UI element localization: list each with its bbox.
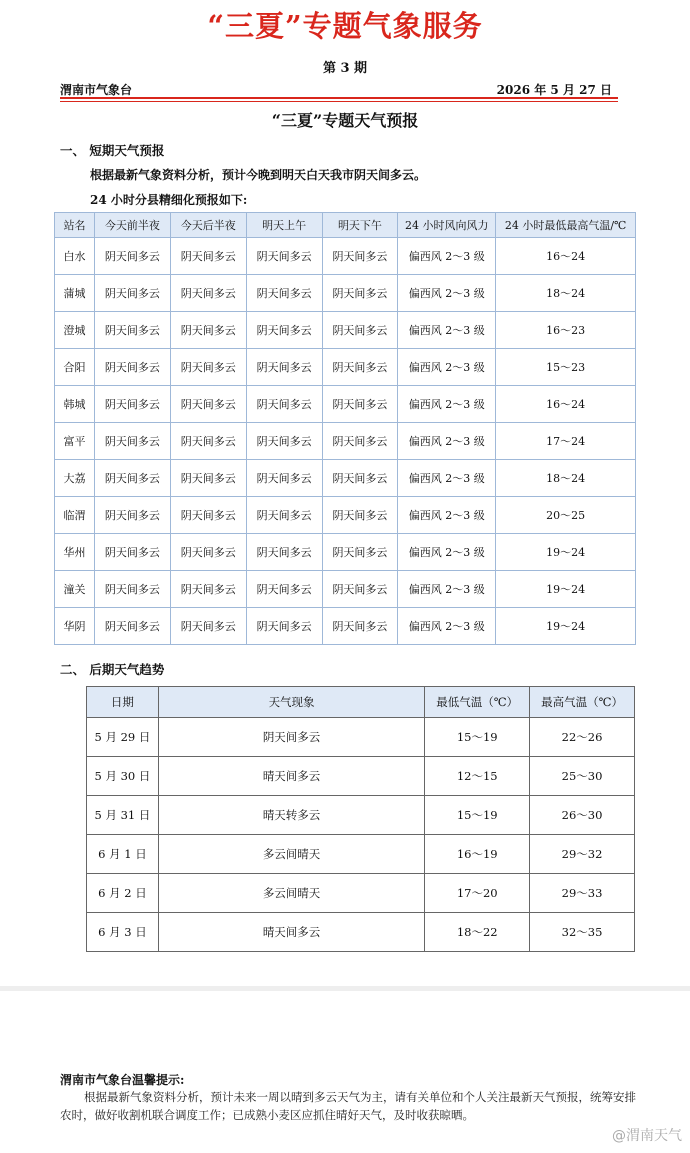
table-cell: 阴天间多云 [246,349,322,386]
table-cell: 阴天间多云 [322,460,398,497]
trend-table-header [87,687,635,718]
tips-text: 根据最新气象资料分析，预计未来一周以晴到多云天气为主，请有关单位和个人关注最新天气预报，统筹安排农时，做好收割机联合调度工作；已成熟小麦区应抓住晴好天气，及时收获晾晒。 [60,1090,636,1122]
column-header: 明天上午 [246,213,322,238]
table-cell: 阴天间多云 [170,386,246,423]
table-cell: 阴天间多云 [322,608,398,645]
section1-heading: 一、 短期天气预报 [60,143,165,158]
table-cell: 阴天间多云 [170,534,246,571]
issue-number: 第 3 期 [322,61,368,76]
document-title: “三夏”专题气象服务 [207,9,483,43]
table-cell: 偏西风 2～3 级 [398,571,496,608]
column-header: 今天前半夜 [94,213,170,238]
section2-heading: 二、 后期天气趋势 [60,662,165,677]
table-cell: 阴天间多云 [246,608,322,645]
table-row [55,423,636,460]
table-cell: 16～19 [425,835,530,874]
column-header: 24 小时风向风力 [398,213,496,238]
table-cell: 阴天间多云 [322,275,398,312]
table-row [55,312,636,349]
table-cell: 华州 [55,534,95,571]
issue-date: 2026 年 5 月 27 日 [496,83,612,97]
column-header: 24 小时最低最高气温/℃ [496,213,636,238]
table-cell: 阴天间多云 [170,238,246,275]
column-header: 天气现象 [158,687,424,718]
table-cell: 22～26 [530,718,635,757]
table-cell: 阴天间多云 [94,497,170,534]
table-cell: 26～30 [530,796,635,835]
table-cell: 华阴 [55,608,95,645]
table-cell: 白水 [55,238,95,275]
table-cell: 阴天间多云 [94,275,170,312]
table-cell: 16～24 [496,238,636,275]
table-cell: 阴天间多云 [322,571,398,608]
table-cell: 阴天间多云 [322,534,398,571]
table-cell: 阴天间多云 [322,238,398,275]
table-cell: 偏西风 2～3 级 [398,460,496,497]
table-row [87,718,635,757]
table-row [55,571,636,608]
section1-summary: 根据最新气象资料分析，预计今晚到明天白天我市阴天间多云。 [90,168,427,182]
table-cell: 晴天间多云 [158,757,424,796]
county-forecast-table [54,212,636,645]
table-cell: 澄城 [55,312,95,349]
table-cell: 6 月 2 日 [87,874,159,913]
table-cell: 29～32 [530,835,635,874]
table-cell: 偏西风 2～3 级 [398,497,496,534]
table-row [87,913,635,952]
table-cell: 潼关 [55,571,95,608]
table-row [55,386,636,423]
table-cell: 6 月 1 日 [87,835,159,874]
table-row [55,238,636,275]
table-cell: 19～24 [496,571,636,608]
table-cell: 阴天间多云 [170,312,246,349]
table-cell: 阴天间多云 [94,534,170,571]
table-cell: 阴天间多云 [170,275,246,312]
table-cell: 阴天间多云 [322,423,398,460]
table-cell: 5 月 30 日 [87,757,159,796]
table-cell: 阴天间多云 [94,608,170,645]
table-cell: 偏西风 2～3 级 [398,312,496,349]
table-cell: 临渭 [55,497,95,534]
table-cell: 阴天间多云 [170,608,246,645]
table-cell: 20～25 [496,497,636,534]
table-cell: 18～24 [496,460,636,497]
column-header: 明天下午 [322,213,398,238]
table-cell: 18～22 [425,913,530,952]
table-cell: 合阳 [55,349,95,386]
table-cell: 蒲城 [55,275,95,312]
table-cell: 阴天间多云 [94,386,170,423]
table-cell: 阴天间多云 [170,571,246,608]
header-rule [60,97,618,99]
table-row [87,757,635,796]
table-cell: 富平 [55,423,95,460]
table-row [55,608,636,645]
table-cell: 晴天转多云 [158,796,424,835]
table-cell: 5 月 31 日 [87,796,159,835]
table-cell: 16～24 [496,386,636,423]
table-cell: 19～24 [496,608,636,645]
table-cell: 多云间晴天 [158,874,424,913]
table-cell: 阴天间多云 [170,423,246,460]
table-cell: 12～15 [425,757,530,796]
table-row [55,460,636,497]
table-cell: 17～24 [496,423,636,460]
table-cell: 偏西风 2～3 级 [398,275,496,312]
table-cell: 多云间晴天 [158,835,424,874]
table-cell: 阴天间多云 [94,349,170,386]
table-cell: 大荔 [55,460,95,497]
forecast-subtitle: “三夏”专题天气预报 [271,111,419,130]
table-cell: 阴天间多云 [246,423,322,460]
column-header: 日期 [87,687,159,718]
issuing-org: 渭南市气象台 [60,83,133,97]
table-cell: 偏西风 2～3 级 [398,349,496,386]
column-header: 最低气温（℃） [425,687,530,718]
table-cell: 25～30 [530,757,635,796]
table-cell: 17～20 [425,874,530,913]
table-cell: 19～24 [496,534,636,571]
weibo-watermark: @渭南天气 [612,1128,682,1144]
county-table-header [55,213,636,238]
table-cell: 偏西风 2～3 级 [398,238,496,275]
table-cell: 阴天间多云 [94,423,170,460]
tips-title: 渭南市气象台温馨提示: [60,1073,185,1087]
table-row [55,275,636,312]
table-cell: 阴天间多云 [322,312,398,349]
table-cell: 偏西风 2～3 级 [398,386,496,423]
table-row [87,796,635,835]
table-cell: 阴天间多云 [94,571,170,608]
trend-table [86,686,635,952]
column-header: 最高气温（℃） [530,687,635,718]
table-cell: 阴天间多云 [322,349,398,386]
table-cell: 阴天间多云 [94,312,170,349]
table-cell: 阴天间多云 [246,312,322,349]
table-cell: 偏西风 2～3 级 [398,423,496,460]
table-cell: 偏西风 2～3 级 [398,534,496,571]
page-divider [0,986,690,991]
table-cell: 晴天间多云 [158,913,424,952]
table-cell: 韩城 [55,386,95,423]
table-cell: 18～24 [496,275,636,312]
column-header: 站名 [55,213,95,238]
table-row [55,497,636,534]
table-cell: 阴天间多云 [322,497,398,534]
table-row [55,349,636,386]
table-cell: 15～19 [425,718,530,757]
table-row [55,534,636,571]
table-cell: 阴天间多云 [170,497,246,534]
table-cell: 阴天间多云 [170,349,246,386]
header-rule-thin [60,101,618,102]
table-cell: 阴天间多云 [158,718,424,757]
table-row [87,874,635,913]
table-cell: 阴天间多云 [170,460,246,497]
table-cell: 32～35 [530,913,635,952]
table-cell: 5 月 29 日 [87,718,159,757]
table-cell: 阴天间多云 [246,238,322,275]
table-cell: 15～19 [425,796,530,835]
table-cell: 阴天间多云 [246,275,322,312]
table-cell: 阴天间多云 [246,386,322,423]
table-cell: 阴天间多云 [246,534,322,571]
table-cell: 阴天间多云 [94,238,170,275]
table-cell: 偏西风 2～3 级 [398,608,496,645]
table-cell: 阴天间多云 [94,460,170,497]
section1-table-intro: 24 小时分县精细化预报如下: [90,193,248,207]
table-cell: 16～23 [496,312,636,349]
table-cell: 29～33 [530,874,635,913]
table-row [87,835,635,874]
table-cell: 阴天间多云 [246,571,322,608]
column-header: 今天后半夜 [170,213,246,238]
table-cell: 阴天间多云 [246,460,322,497]
table-cell: 15～23 [496,349,636,386]
table-cell: 6 月 3 日 [87,913,159,952]
table-cell: 阴天间多云 [322,386,398,423]
table-cell: 阴天间多云 [246,497,322,534]
